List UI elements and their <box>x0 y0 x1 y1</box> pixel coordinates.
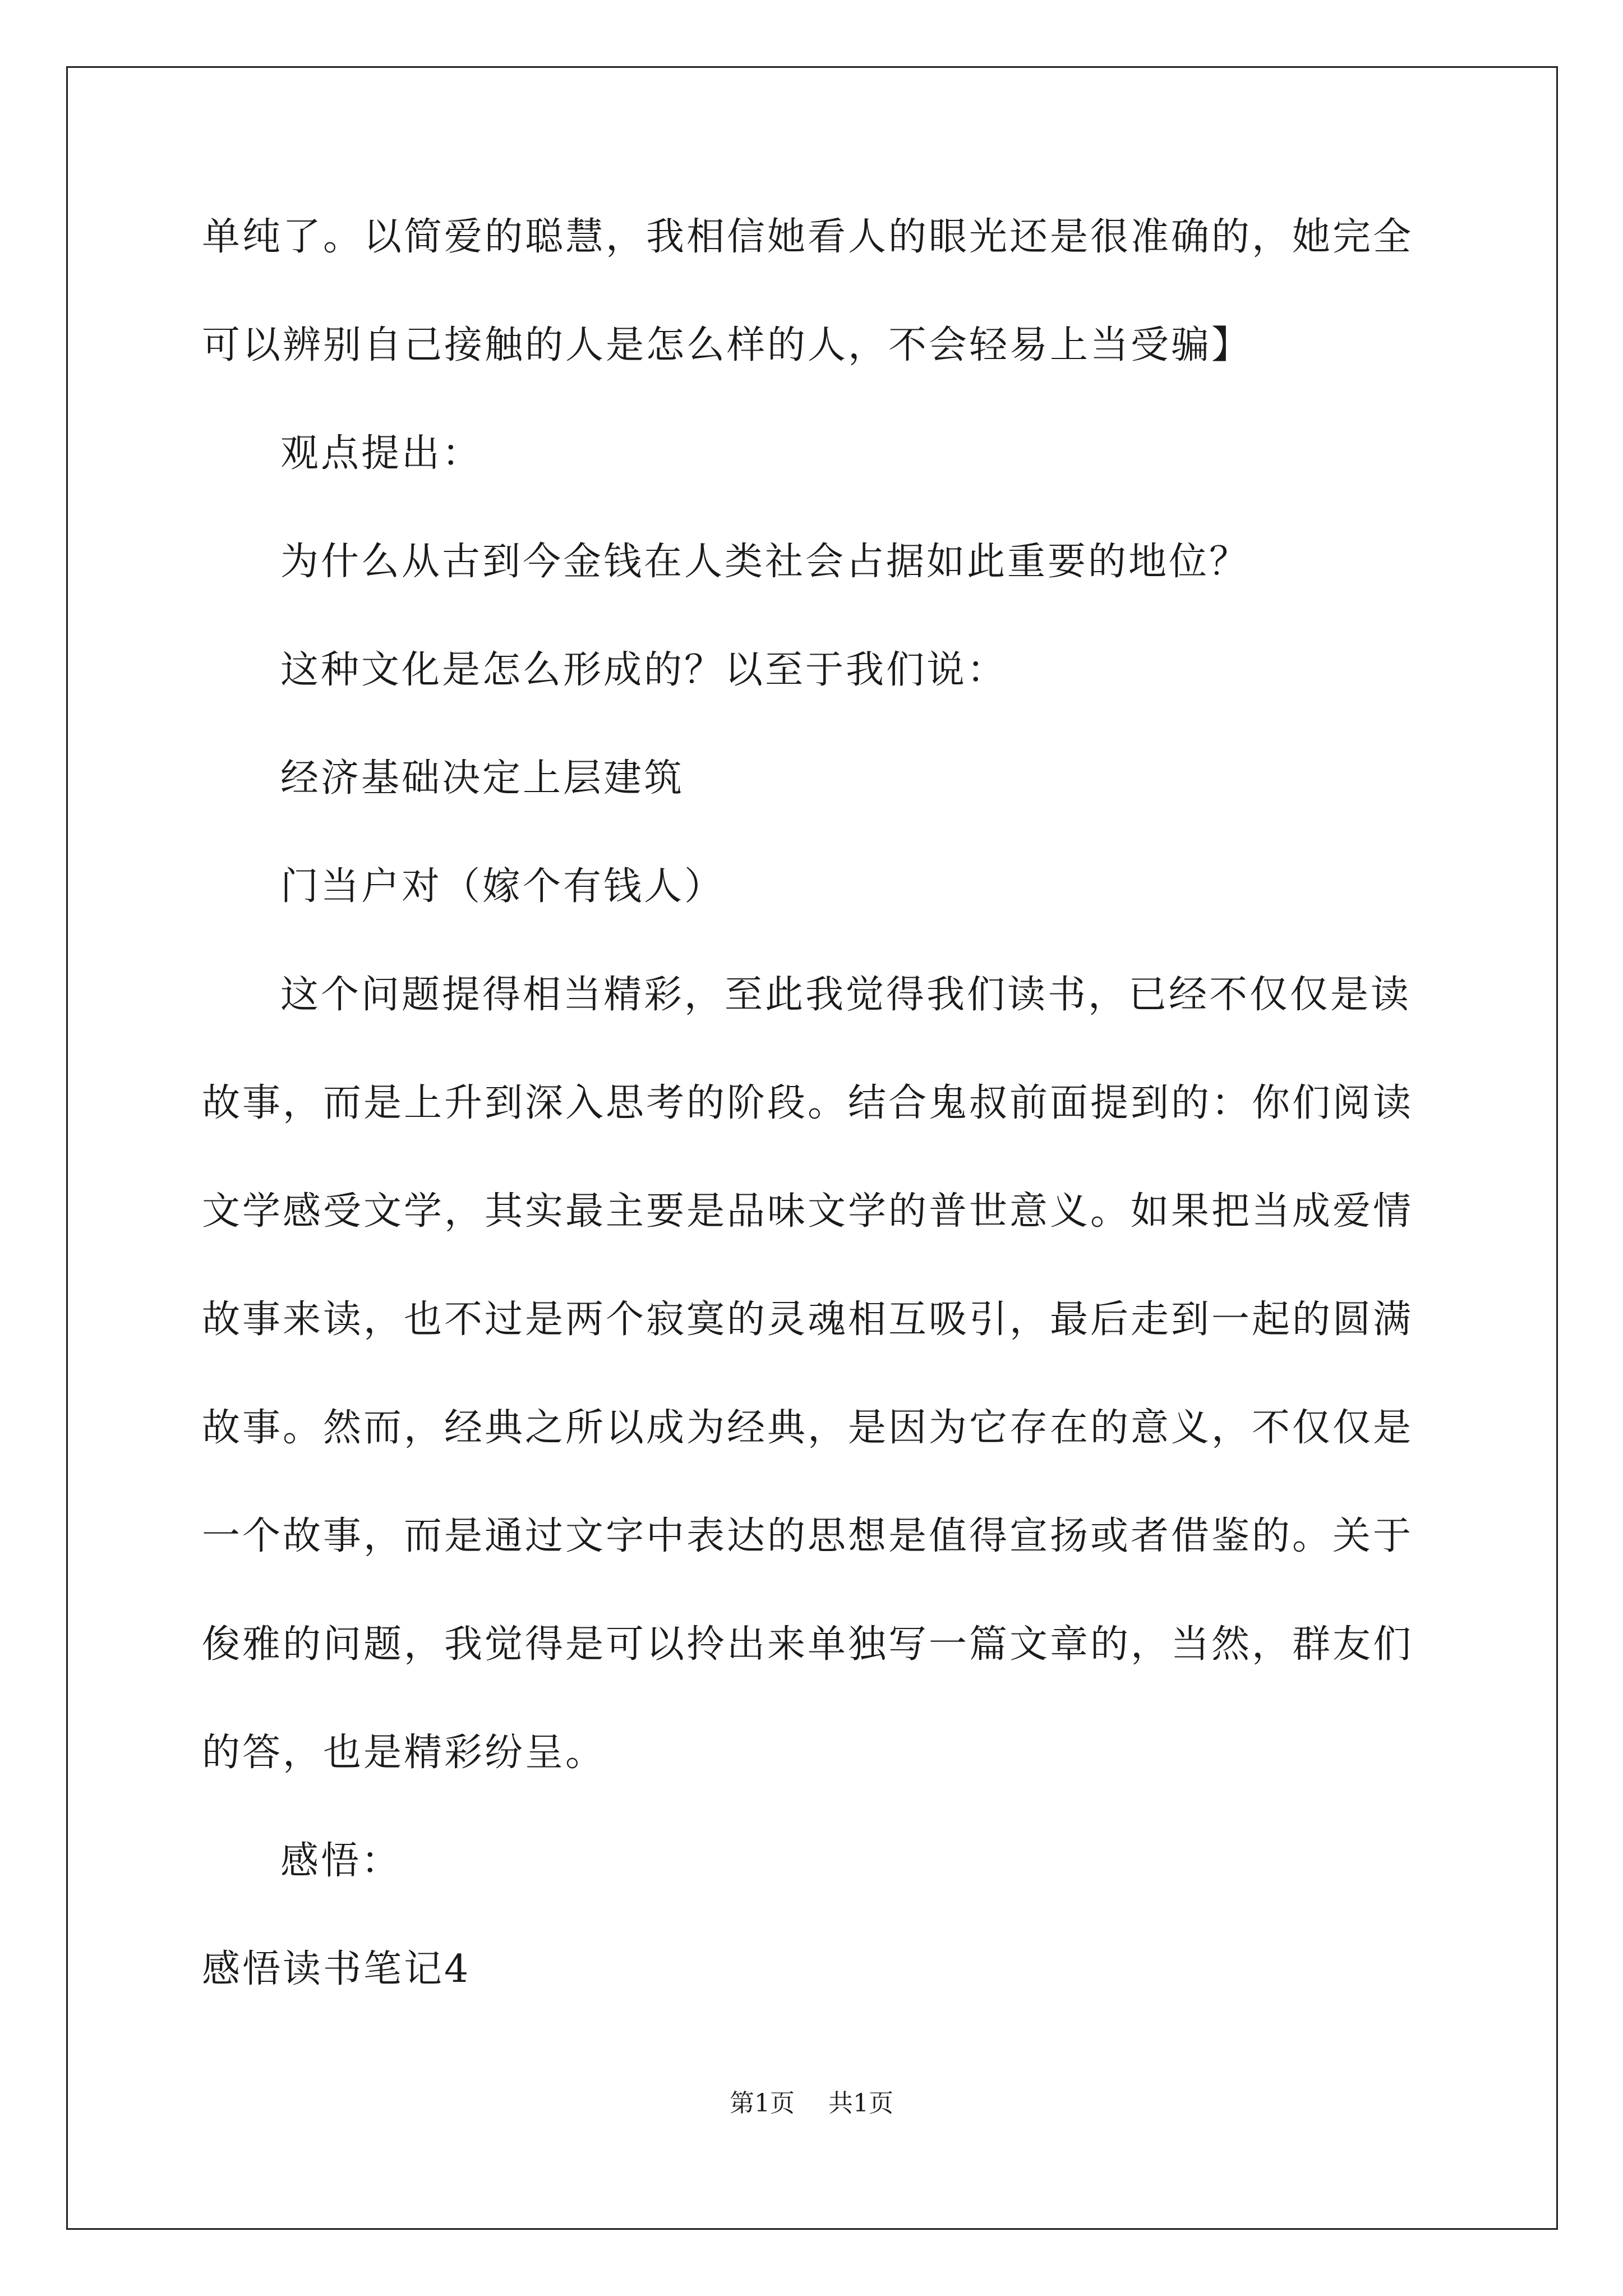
text-line: 的答，也是精彩纷呈。 <box>202 1731 606 1775</box>
text-line: 为什么从古到今金钱在人类社会占据如此重要的地位？ <box>280 540 1250 584</box>
text-line: 单纯了。以简爱的聪慧，我相信她看人的眼光还是很准确的，她完全 <box>202 215 1414 259</box>
text-line: 一个故事，而是通过文字中表达的思想是值得宣扬或者借鉴的。关于 <box>202 1514 1414 1558</box>
text-line: 可以辨别自己接触的人是怎么样的人，不会轻易上当受骗】 <box>202 323 1252 367</box>
text-line: 俊雅的问题，我觉得是可以拎出来单独写一篇文章的，当然，群友们 <box>202 1622 1414 1667</box>
text-line: 门当户对（嫁个有钱人） <box>280 864 725 909</box>
document-body <box>202 210 1436 2051</box>
text-line: 故事。然而，经典之所以成为经典，是因为它存在的意义，不仅仅是 <box>202 1406 1414 1450</box>
text-line: 这种文化是怎么形成的？以至于我们说： <box>280 648 1008 692</box>
text-line: 文学感受文学，其实最主要是品味文学的普世意义。如果把当成爱情 <box>202 1189 1414 1234</box>
text-line: 经济基础决定上层建筑 <box>280 756 685 800</box>
page-number: 第1页 <box>730 2089 795 2118</box>
paragraph-start: 这个问题提得相当精彩，至此我觉得我们读书，已经不仅仅是读 <box>280 973 1412 1017</box>
text-line: 故事来读，也不过是两个寂寞的灵魂相互吸引，最后走到一起的圆满 <box>202 1297 1414 1342</box>
page-footer <box>0 2087 1623 2120</box>
text-line: 故事，而是上升到深入思考的阶段。结合鬼叔前面提到的：你们阅读 <box>202 1081 1414 1125</box>
document-title: 感悟读书笔记4 <box>202 1947 471 1991</box>
page-total: 共1页 <box>828 2089 893 2118</box>
section-heading: 感悟： <box>280 1839 402 1883</box>
section-heading: 观点提出： <box>280 431 483 476</box>
